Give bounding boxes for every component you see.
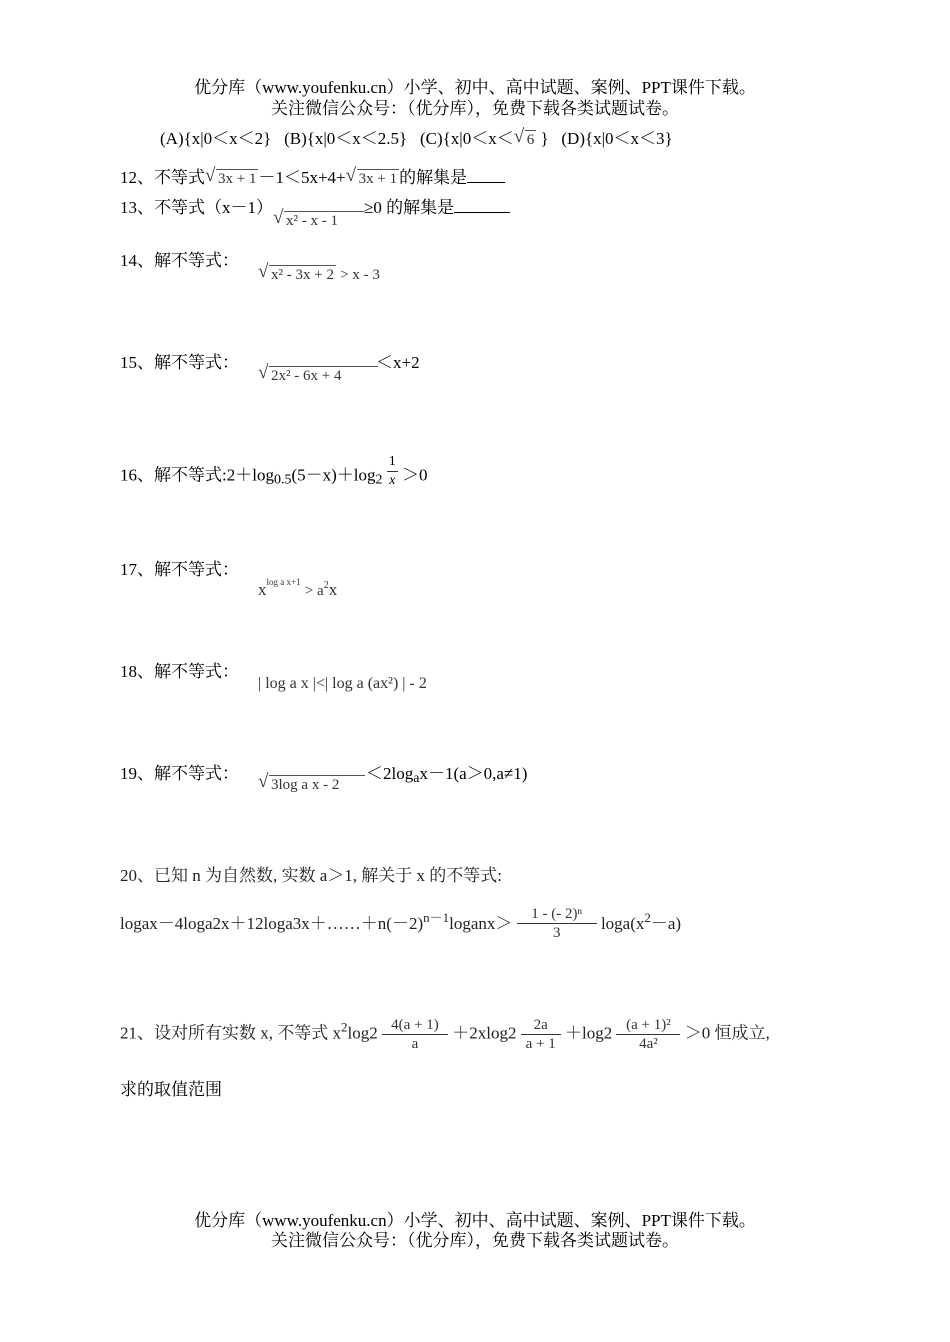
question-20: 20、已知 n 为自然数, 实数 a＞1, 解关于 x 的不等式: [120, 866, 503, 885]
answer-blank [454, 198, 510, 213]
question-17-expression: $x^{log a x+1} > a^2x$ [258, 577, 338, 599]
question-16: 16、解不等式$:2+\log_{0.5}(5-x)+\log_2$ $\frac{1}{x}$ ＞0 [120, 454, 428, 488]
question-13: 13、不等式（x－1） √ x² - x - 1≥0 的解集是 [120, 198, 510, 218]
footer-line-1: 优分库（www.youfenku.cn）小学、初中、高中试题、案例、PPT课件下载。 [194, 1211, 756, 1230]
question-19-root: √ 3log a x - 2 [258, 774, 365, 794]
question-19-rhs: $<2\log_ax-1(a>0,a\ne 1)$ [366, 764, 528, 786]
option-b: (B){x|0＜x＜2.5} [284, 129, 408, 148]
answer-blank [467, 168, 505, 183]
question-20-expression: $logax-4\log a2x+12\log a3x+\dots\dots+n(-2)^{n-1}loganx>$ $\frac{\text{1 - (- 2)ⁿ}}{3}$ $\log a(x^2-a)$ [120, 905, 682, 941]
question-18: 18、解不等式： [120, 662, 239, 681]
question-14: 14、解不等式： [120, 251, 239, 270]
question-21-line-2: 求的取值范围 [120, 1080, 222, 1099]
question-15-expression: √ 2x² - 6x + 4 [258, 365, 378, 385]
option-a: (A){x|0＜x＜2} [160, 129, 272, 148]
question-17: 17、解不等式： [120, 560, 239, 579]
footer-line-2: 关注微信公众号：（优分库），免费下载各类试题试卷。 [271, 1231, 679, 1250]
question-19: 19、解不等式： [120, 764, 239, 783]
header-line-1: 优分库（www.youfenku.cn）小学、初中、高中试题、案例、PPT课件下载。 [194, 78, 756, 97]
question-18-expression: | log a x |<| log a (ax²) | - 2 [258, 675, 427, 692]
answer-options [160, 126, 673, 149]
question-15: 15、解不等式： [120, 353, 239, 372]
question-15-rhs: ＜x+2 [376, 353, 420, 372]
option-d: (D){x|0＜x＜3} [561, 129, 673, 148]
question-12: 12、不等式 √ 3x + 1 －1＜5x+4+ √ 3x + 1 的解集是 [120, 168, 505, 188]
question-14-expression: √ x² - 3x + 2 > x - 3 [258, 261, 380, 283]
header-line-2: 关注微信公众号：（优分库），免费下载各类试题试卷。 [271, 99, 679, 118]
option-c: (C){x|0＜x＜ √ 6 } [419, 126, 549, 148]
question-21: 21、设对所有实数 x, 不等式 $x^2\log 2$ $\frac{4(a + 1)}{a}$ ＋2xlog2 $\frac{2a}{a + 1}$ ＋log2 $\frac{\text{(a + 1)²}}{\text{4a²}}$ ＞0 恒成立, [120, 1017, 770, 1052]
